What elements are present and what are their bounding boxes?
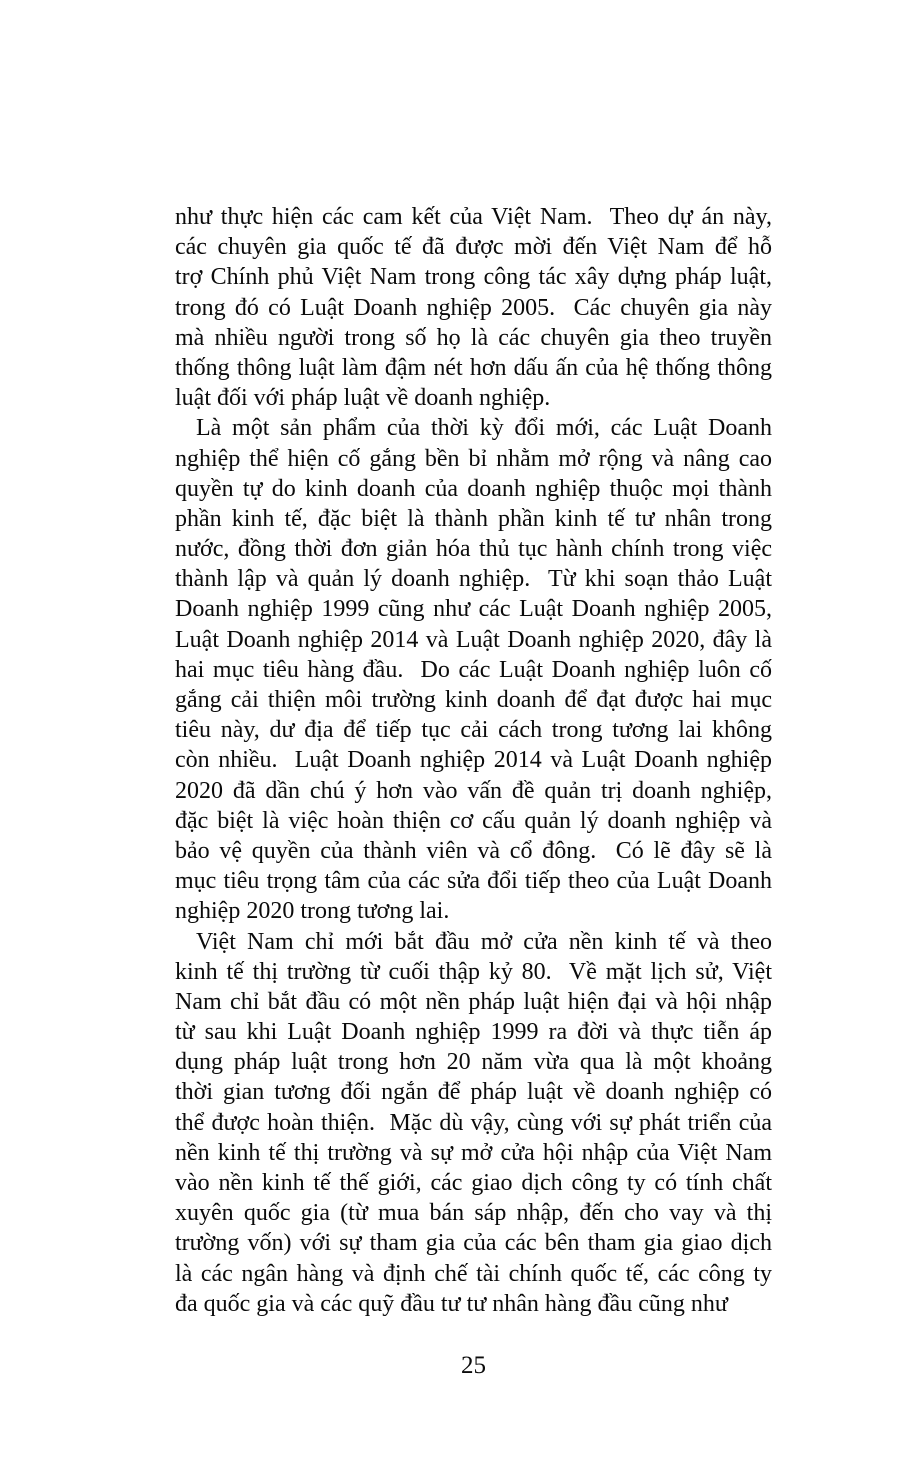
text-line: bảo vệ quyền của thành viên và cổ đông. Có lẽ đây sẽ là [175, 837, 772, 864]
text-line: thành lập và quản lý doanh nghiệp. Từ khi soạn thảo Luật [175, 566, 772, 593]
text-line: gắng cải thiện môi trường kinh doanh để đạt được hai mục [175, 687, 772, 713]
text-line: Việt Nam chỉ mới bắt đầu mở cửa nền kinh tế và theo [196, 928, 772, 955]
text-line: Doanh nghiệp 1999 cũng như các Luật Doanh nghiệp 2005, [175, 596, 772, 623]
text-line: nghiệp 2020 trong tương lai. [175, 898, 450, 925]
text-line: luật đối với pháp luật về doanh nghiệp. [175, 385, 551, 412]
text-line: phần kinh tế, đặc biệt là thành phần kinh tế tư nhân trong [175, 505, 772, 532]
text-line: hai mục tiêu hàng đầu. Do các Luật Doanh nghiệp luôn cố [175, 656, 772, 683]
text-line: đa quốc gia và các quỹ đầu tư tư nhân hàng đầu cũng như [175, 1290, 728, 1317]
text-line: trường vốn) với sự tham gia của các bên tham gia giao dịch [175, 1230, 772, 1257]
text-line: Nam chỉ bắt đầu có một nền pháp luật hiện đại và hội nhập [175, 988, 772, 1015]
text-line: nghiệp thể hiện cố gắng bền bỉ nhằm mở rộng và nâng cao [175, 445, 772, 472]
text-line: từ sau khi Luật Doanh nghiệp 1999 ra đời và thực tiễn áp [175, 1019, 772, 1046]
text-line: còn nhiều. Luật Doanh nghiệp 2014 và Luật Doanh nghiệp [175, 747, 772, 774]
text-line: như thực hiện các cam kết của Việt Nam. Theo dự án này, [175, 204, 772, 230]
text-line: nền kinh tế thị trường và sự mở cửa hội nhập của Việt Nam [175, 1139, 772, 1166]
text-line: trong đó có Luật Doanh nghiệp 2005. Các chuyên gia này [175, 294, 772, 321]
text-line: quyền tự do kinh doanh của doanh nghiệp thuộc mọi thành [175, 475, 772, 502]
text-line: mà nhiều người trong số họ là các chuyên gia theo truyền [175, 324, 772, 351]
text-line: trợ Chính phủ Việt Nam trong công tác xây dựng pháp luật, [175, 264, 772, 291]
text-line: đặc biệt là việc hoàn thiện cơ cấu quản lý doanh nghiệp và [175, 807, 772, 834]
paragraph [175, 202, 772, 413]
text-line: thời gian tương đối ngắn để pháp luật về doanh nghiệp có [175, 1079, 772, 1106]
text-line: nước, đồng thời đơn giản hóa thủ tục hành chính trong việc [175, 536, 772, 563]
text-line: kinh tế thị trường từ cuối thập kỷ 80. Về mặt lịch sử, Việt [175, 958, 772, 985]
text-line: xuyên quốc gia (từ mua bán sáp nhập, đến cho vay và thị [175, 1200, 772, 1227]
paragraph [175, 413, 772, 926]
text-line: Luật Doanh nghiệp 2014 và Luật Doanh nghiệp 2020, đây là [175, 626, 772, 653]
text-line: 2020 đã dần chú ý hơn vào vấn đề quản trị doanh nghiệp, [175, 777, 772, 804]
text-line: là các ngân hàng và định chế tài chính quốc tế, các công ty [175, 1260, 772, 1287]
text-line: Là một sản phẩm của thời kỳ đổi mới, các Luật Doanh [196, 415, 772, 442]
text-line: vào nền kinh tế thế giới, các giao dịch công ty có tính chất [175, 1170, 772, 1196]
text-line: thống thông luật làm đậm nét hơn dấu ấn của hệ thống thông [175, 354, 772, 381]
text-line: mục tiêu trọng tâm của các sửa đổi tiếp theo của Luật Doanh [175, 868, 772, 895]
page-number: 25 [461, 1352, 486, 1379]
paragraph [175, 927, 772, 1319]
text-line: tiêu này, dư địa để tiếp tục cải cách trong tương lai không [175, 717, 772, 744]
text-line: dụng pháp luật trong hơn 20 năm vừa qua là một khoảng [175, 1049, 772, 1076]
body-text [175, 202, 772, 1319]
text-line: thể được hoàn thiện. Mặc dù vậy, cùng với sự phát triển của [175, 1109, 772, 1136]
text-line: các chuyên gia quốc tế đã được mời đến Việt Nam để hỗ [175, 234, 772, 261]
